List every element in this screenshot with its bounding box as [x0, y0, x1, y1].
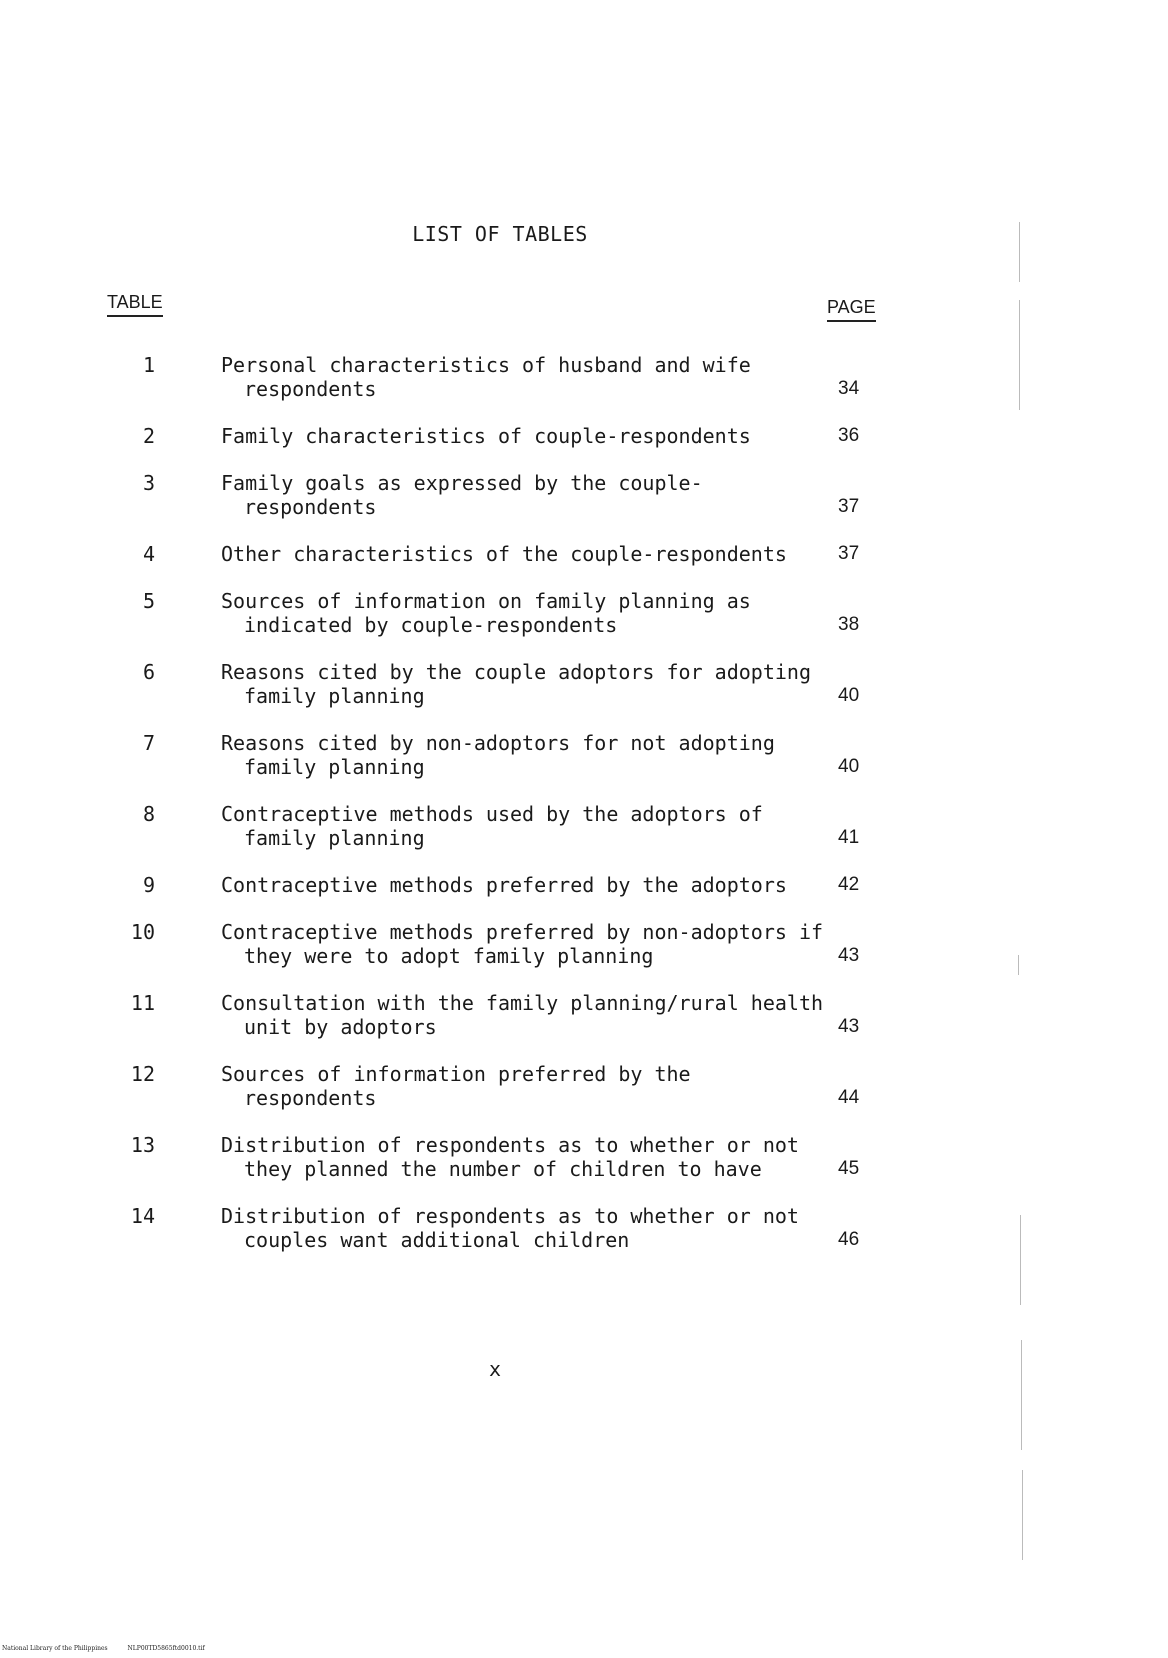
- list-item[interactable]: [0, 589, 1168, 637]
- table-title: Contraceptive methods preferred by the adoptors: [221, 873, 787, 897]
- table-number: 2: [142, 424, 155, 448]
- column-header-page: PAGE: [827, 296, 876, 322]
- table-title: Distribution of respondents as to whether or not couples want additional children: [221, 1204, 799, 1252]
- table-title: Personal characteristics of husband and wife respondents: [221, 353, 751, 401]
- scan-margin-mark: [1021, 1340, 1022, 1450]
- table-title: Contraceptive methods preferred by non-adoptors if they were to adopt family planning: [221, 920, 824, 968]
- list-item[interactable]: [0, 1062, 1168, 1110]
- page-number: 37: [838, 496, 860, 517]
- list-item[interactable]: [0, 991, 1168, 1039]
- table-title: Contraceptive methods used by the adoptors of family planning: [221, 802, 763, 850]
- footer-library: National Library of the Philippines: [2, 1645, 108, 1652]
- table-number: 10: [130, 920, 155, 944]
- table-title: Distribution of respondents as to whether or not they planned the number of children to have: [221, 1133, 799, 1181]
- page-number: 34: [838, 378, 860, 399]
- list-item[interactable]: [0, 542, 1168, 566]
- page-number: 42: [838, 874, 860, 895]
- table-title: Consultation with the family planning/rural health unit by adoptors: [221, 991, 824, 1039]
- page-number: 46: [838, 1229, 860, 1250]
- scan-footer: [2, 1645, 223, 1652]
- table-number: 4: [142, 542, 155, 566]
- table-title: Sources of information on family planning as indicated by couple-respondents: [221, 589, 751, 637]
- scan-margin-mark: [1020, 1215, 1021, 1305]
- table-title: Family characteristics of couple-respondents: [221, 424, 751, 448]
- table-number: 9: [142, 873, 155, 897]
- table-title: Reasons cited by non-adoptors for not adopting family planning: [221, 731, 775, 779]
- table-title: Other characteristics of the couple-respondents: [221, 542, 787, 566]
- list-item[interactable]: [0, 660, 1168, 708]
- page-number: 43: [838, 1016, 860, 1037]
- table-number: 14: [130, 1204, 155, 1228]
- page-number: 40: [838, 756, 860, 777]
- table-number: 3: [142, 471, 155, 495]
- page-number: 43: [838, 945, 860, 966]
- table-title: Family goals as expressed by the couple-respondents: [221, 471, 703, 519]
- table-number: 8: [142, 802, 155, 826]
- page-number: 38: [838, 614, 860, 635]
- list-item[interactable]: [0, 424, 1168, 448]
- scan-margin-mark: [1019, 300, 1020, 410]
- list-item[interactable]: [0, 1133, 1168, 1181]
- table-title: Sources of information preferred by the respondents: [221, 1062, 691, 1110]
- list-item[interactable]: [0, 471, 1168, 519]
- table-number: 1: [142, 353, 155, 377]
- table-number: 6: [142, 660, 155, 684]
- list-item[interactable]: [0, 873, 1168, 897]
- table-number: 13: [130, 1133, 155, 1157]
- table-title: Reasons cited by the couple adoptors for adopting family planning: [221, 660, 812, 708]
- list-item[interactable]: [0, 353, 1168, 401]
- table-number: 5: [142, 589, 155, 613]
- list-item[interactable]: [0, 802, 1168, 850]
- page-number: 40: [838, 685, 860, 706]
- scan-margin-mark: [1022, 1470, 1023, 1560]
- list-item[interactable]: [0, 1204, 1168, 1252]
- list-item[interactable]: [0, 731, 1168, 779]
- table-number: 7: [142, 731, 155, 755]
- page-number: 37: [838, 543, 860, 564]
- page-number: 45: [838, 1158, 860, 1179]
- column-header-table: TABLE: [107, 291, 163, 317]
- page-title: LIST OF TABLES: [412, 222, 588, 246]
- table-number: 11: [130, 991, 155, 1015]
- page-number: 41: [838, 827, 860, 848]
- scan-margin-mark: [1018, 955, 1019, 975]
- table-list: [0, 353, 1168, 1275]
- page-numeral: x: [489, 1357, 502, 1381]
- page-number: 44: [838, 1087, 860, 1108]
- page-number: 36: [838, 425, 860, 446]
- footer-file: NLP00TD5865ftd0010.tif: [127, 1645, 205, 1652]
- table-number: 12: [130, 1062, 155, 1086]
- list-item[interactable]: [0, 920, 1168, 968]
- scan-margin-mark: [1019, 222, 1020, 282]
